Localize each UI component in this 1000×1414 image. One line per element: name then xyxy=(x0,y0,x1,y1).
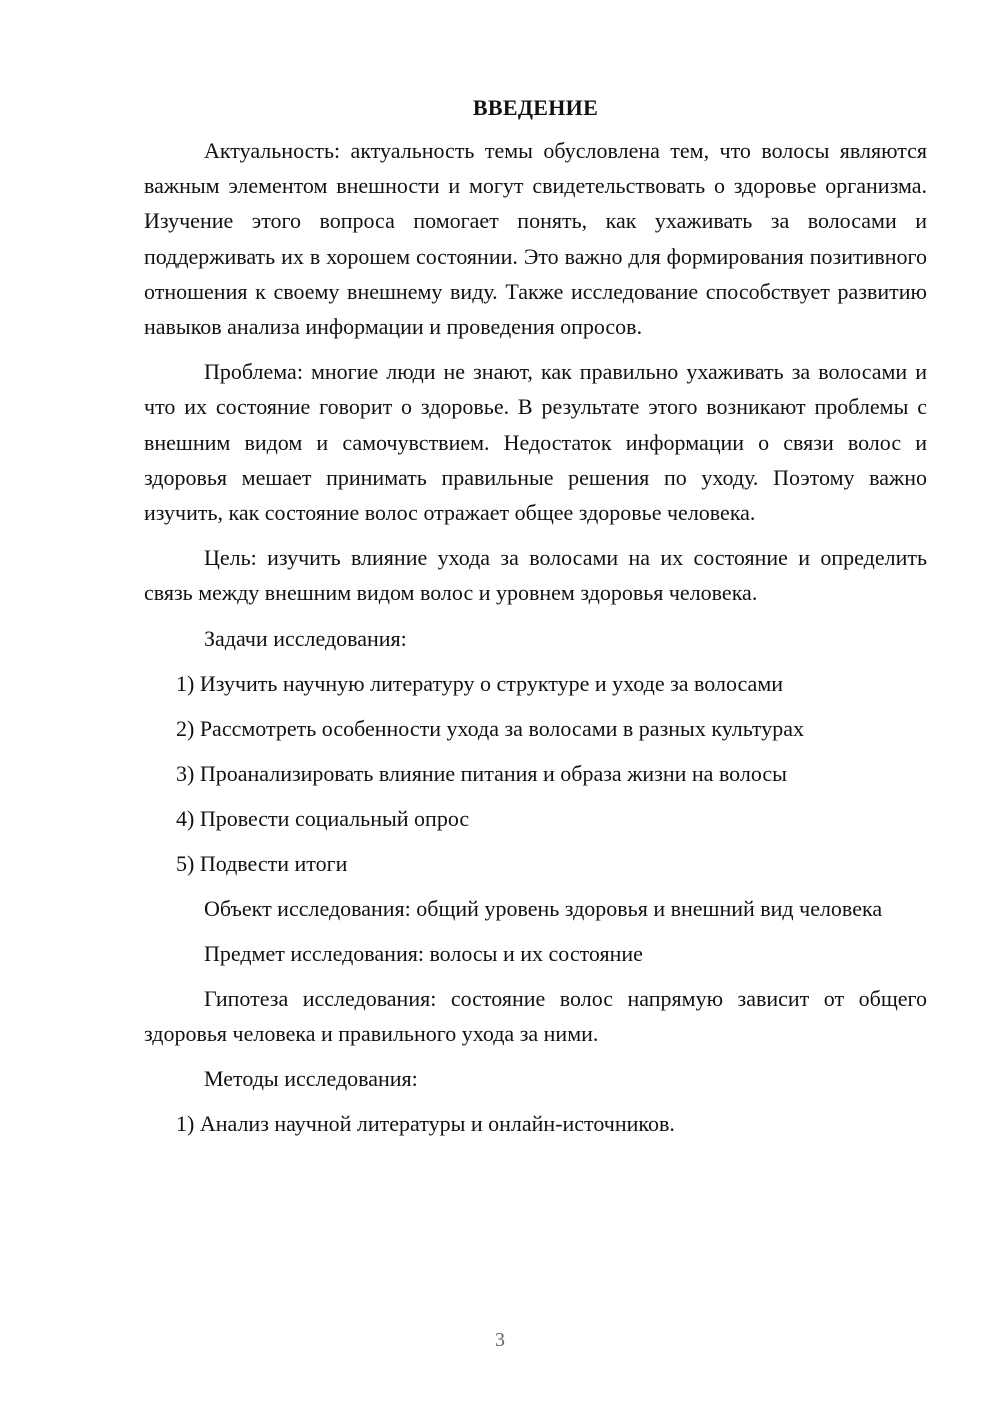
method-item-1: 1) Анализ научной литературы и онлайн-источников. xyxy=(176,1111,675,1137)
task-item-3: 3) Проанализировать влияние питания и образа жизни на волосы xyxy=(176,760,787,786)
task-item-1: 1) Изучить научную литературу о структуре и уходе за волосами xyxy=(176,670,784,696)
subject-paragraph: Предмет исследования: волосы и их состояние xyxy=(204,940,643,966)
task-item-4: 4) Провести социальный опрос xyxy=(176,805,470,831)
tasks-label: Задачи исследования: xyxy=(204,625,407,651)
section-title: ВВЕДЕНИЕ xyxy=(472,95,599,120)
methods-label: Методы исследования: xyxy=(204,1066,418,1092)
page-number: 3 xyxy=(495,1329,505,1351)
hypothesis-paragraph: Гипотеза исследования: состояние волос напрямую зависит от общего здоровья человека и правильного ухода за ними. xyxy=(144,985,927,1047)
problem-paragraph: Проблема: многие люди не знают, как правильно ухаживать за волосами и что их состояние говорит о здоровье. В результате этого возникают проблемы с внешним видом и самочувствием. Недостаток информации о связи волос и здоровья мешает принимать правильные решения по уходу. Поэтому важно изучить, как состояние волос отражает общее здоровье человека. xyxy=(144,359,927,526)
object-paragraph: Объект исследования: общий уровень здоровья и внешний вид человека xyxy=(204,895,883,921)
document-page xyxy=(144,90,927,1151)
relevance-paragraph: Актуальность: актуальность темы обусловлена тем, что волосы являются важным элементом внешности и могут свидетельствовать о здоровье организма. Изучение этого вопроса помогает понять, как ухаживать за волосами и поддерживать их в хорошем состоянии. Это важно для формирования позитивного отношения к своему внешнему виду. Также исследование способствует развитию навыков анализа информации и проведения опросов. xyxy=(144,138,927,340)
task-item-2: 2) Рассмотреть особенности ухода за волосами в разных культурах xyxy=(176,715,804,741)
task-item-5: 5) Подвести итоги xyxy=(176,850,348,876)
goal-paragraph: Цель: изучить влияние ухода за волосами на их состояние и определить связь между внешним видом волос и уровнем здоровья человека. xyxy=(144,545,927,606)
